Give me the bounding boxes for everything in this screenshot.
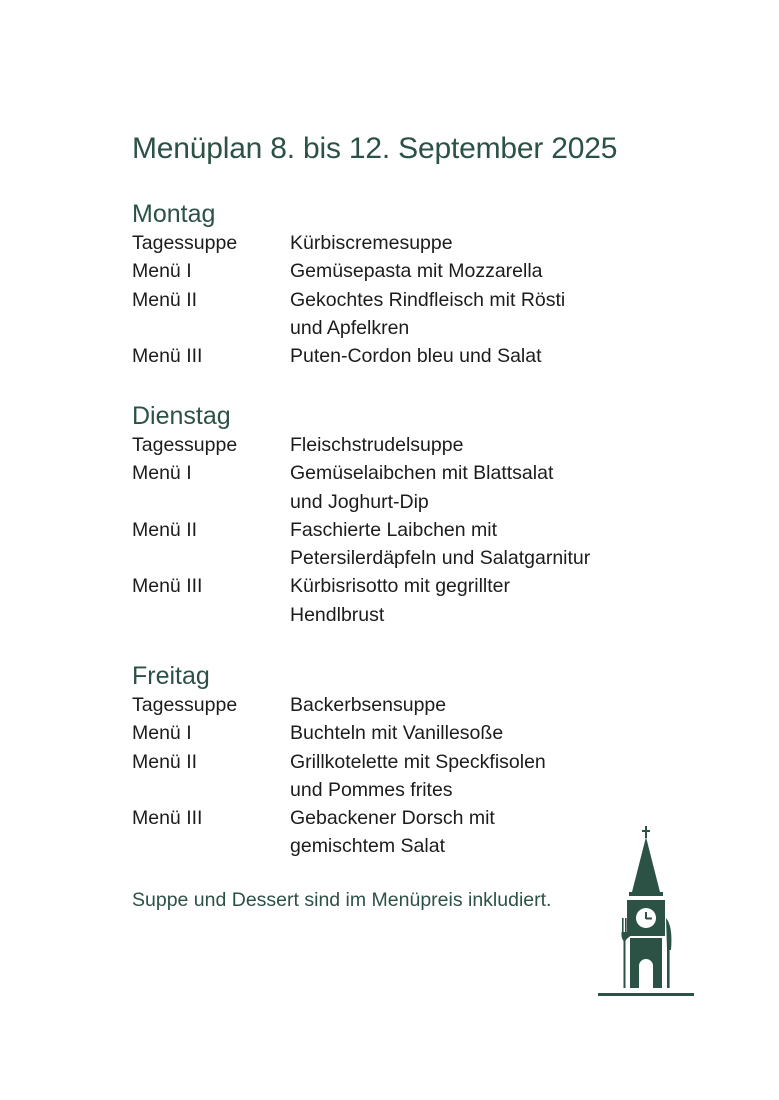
day-section-montag (132, 199, 672, 370)
menu-label: Menü III (132, 807, 203, 830)
day-section-freitag (132, 661, 672, 861)
menu-label: Tagessuppe (132, 434, 238, 456)
dish-text: Kürbisrisotto mit gegrillter Hendlbrust (290, 575, 510, 626)
menu-label: Menü II (132, 518, 198, 541)
menu-row (132, 342, 672, 370)
day-heading: Montag (132, 200, 216, 228)
menu-row (132, 572, 672, 629)
menu-row (132, 431, 672, 459)
dish-text: Gebackener Dorsch mit gemischtem Salat (290, 807, 495, 858)
menu-row (132, 459, 672, 516)
dish-text: Faschierte Laibchen mit Petersilerdäpfeln und Salatgarnitur (290, 518, 591, 570)
dish-text: Puten-Cordon bleu und Salat (290, 345, 542, 368)
dish-text: Gemüselaibchen mit Blattsalat und Joghurt-Dip (290, 462, 554, 513)
menu-row (132, 516, 672, 573)
day-heading: Dienstag (132, 402, 231, 430)
menu-label: Tagessuppe (132, 694, 238, 716)
menu-row (132, 748, 672, 805)
menu-row (132, 229, 672, 257)
menu-label: Tagessuppe (132, 232, 238, 254)
menu-label: Menü I (132, 462, 192, 485)
menu-label: Menü I (132, 722, 192, 745)
menu-label: Menü I (132, 260, 192, 283)
menu-label: Menü II (132, 750, 198, 773)
dish-text: Grillkotelette mit Speckfisolen und Pommes frites (290, 750, 546, 801)
menu-row (132, 691, 672, 719)
dish-text: Fleischstrudelsuppe (290, 434, 464, 456)
dish-text: Buchteln mit Vanillesoße (290, 722, 504, 745)
menu-row (132, 804, 672, 861)
dish-text: Gekochtes Rindfleisch mit Rösti und Apfelkren (290, 288, 566, 339)
menu-label: Menü III (132, 345, 203, 368)
church-tower-cutlery-logo-icon (594, 826, 698, 1000)
page-title: Menüplan 8. bis 12. September 2025 (132, 132, 618, 165)
dish-text: Kürbiscremesuppe (290, 232, 453, 254)
dish-text: Backerbsensuppe (290, 694, 447, 716)
menu-row (132, 257, 672, 285)
menu-row (132, 719, 672, 747)
menu-label: Menü II (132, 288, 198, 311)
day-heading: Freitag (132, 662, 210, 690)
day-section-dienstag (132, 401, 672, 629)
price-note: Suppe und Dessert sind im Menüpreis inkludiert. (132, 889, 552, 911)
dish-text: Gemüsepasta mit Mozzarella (290, 260, 543, 283)
menu-row (132, 286, 672, 343)
menu-label: Menü III (132, 575, 203, 598)
